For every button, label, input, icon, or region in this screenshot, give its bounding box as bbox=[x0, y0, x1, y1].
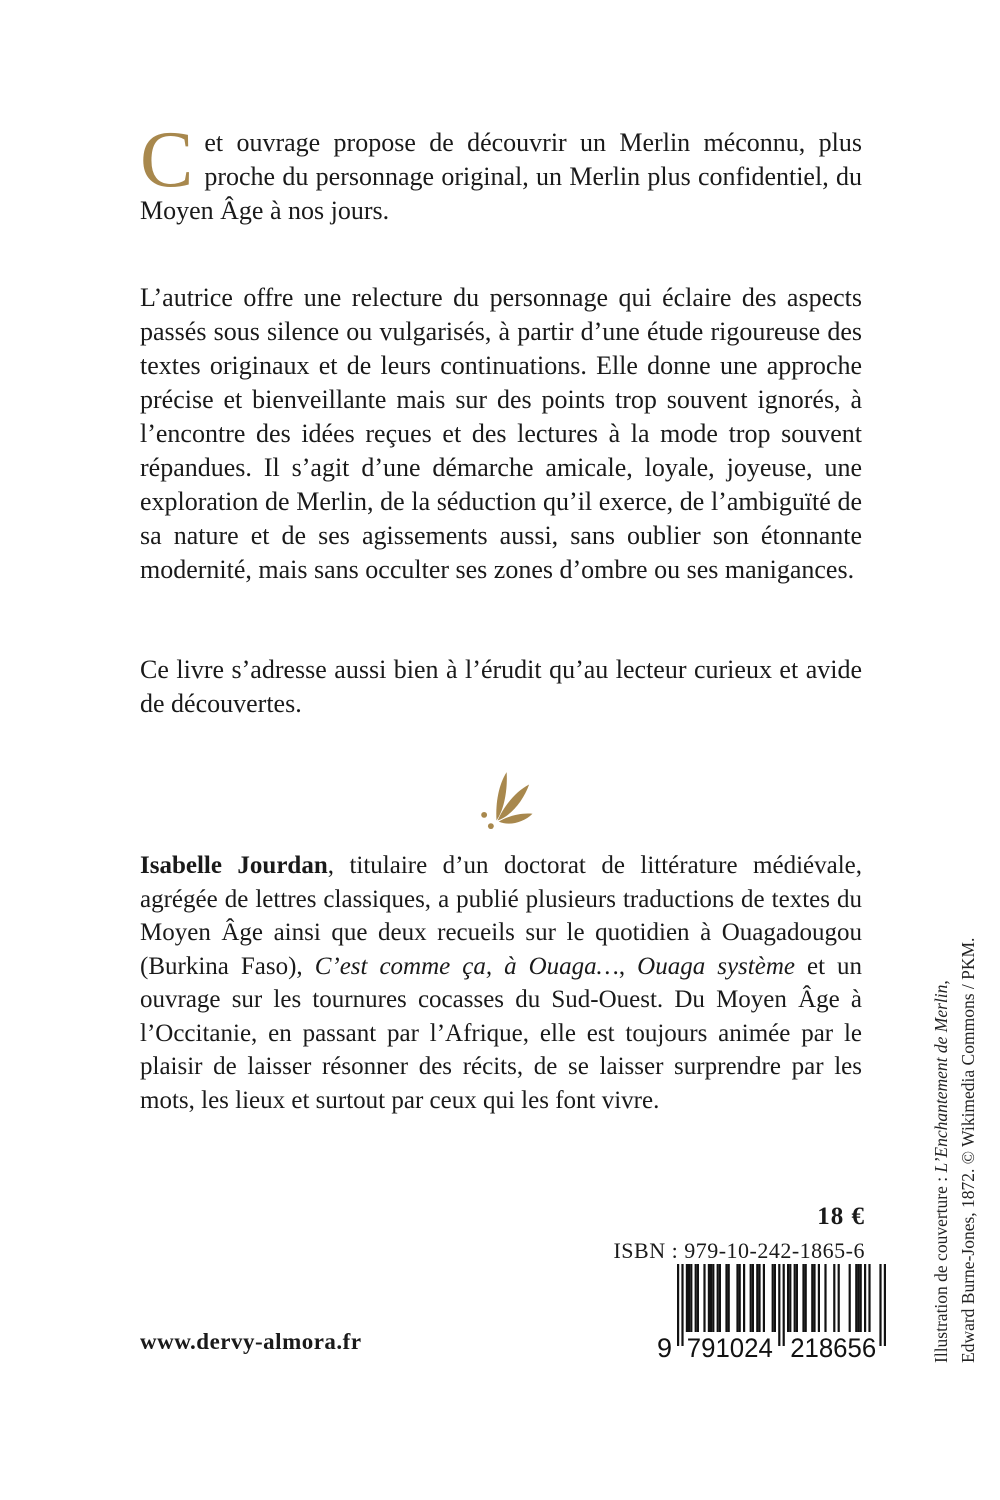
bio-text-2: et un ouvrage sur les tournures cocasses du Sud-Ouest. Du Moyen Âge à l’Occitanie, en passant par l’Afrique, elle est toujours animée par le plaisir de laisser résonner des récits, de se laisser surprendre par les mots, les lieux et surtout par ceux qui les font vivre. bbox=[140, 952, 863, 1114]
drop-cap: C bbox=[140, 116, 194, 204]
svg-text:218656: 218656 bbox=[790, 1333, 877, 1363]
leaf-sprig-icon bbox=[465, 762, 537, 834]
price: 18 € bbox=[817, 1203, 865, 1230]
synopsis-paragraph-2-text: L’autrice offre une relecture du personnage qui éclaire des aspects passés sous silence ou vulgarisés, à partir d’une étude rigoureuse des textes originaux et de leurs continuations. Elle donne une approche précise et bienveillante mais sur des points trop souvent ignorés, à l’encontre des idées reçues et des lectures à la mode trop souvent répandues. Il s’agit d’une démarche amicale, loyale, joyeuse, une exploration de Merlin, de la séduction qu’il exerce, de l’ambiguïté de sa nature et de ses agissements aussi, sans oublier son étonnante modernité, mais sans occulter ses zones d’ombre ou ses manigances. bbox=[140, 283, 862, 584]
ornament-divider bbox=[140, 762, 862, 839]
cover-credit-line-1 bbox=[928, 913, 955, 1363]
barcode bbox=[657, 1264, 889, 1369]
barcode-bars bbox=[657, 1264, 889, 1364]
isbn-text: ISBN : 979-10-242-1865-6 bbox=[613, 1238, 865, 1263]
credit-suffix: , bbox=[931, 980, 951, 985]
cover-credit bbox=[928, 913, 982, 1363]
price-isbn-block bbox=[140, 1203, 865, 1264]
svg-text:9: 9 bbox=[657, 1333, 672, 1363]
author-name: Isabelle Jourdan bbox=[140, 852, 328, 879]
bio-text-1: , titulaire d’un doctorat de littérature médiévale, agrégée de lettres classiques, a publié plusieurs traductions de textes du Moyen Âge ainsi que deux recueils sur le quotidien à Ouagadougou (Burkina Faso), bbox=[140, 852, 863, 980]
credit-artwork-title: L’Enchantement de Merlin bbox=[931, 984, 951, 1173]
book-title-2: Ouaga système bbox=[637, 952, 795, 980]
synopsis-paragraph-2 bbox=[140, 281, 862, 587]
cover-credit-line-2: Edward Burne-Jones, 1872. © Wikimedia Commons / PKM. bbox=[958, 937, 978, 1363]
book-title-1: C’est comme ça, à Ouaga… bbox=[314, 952, 619, 980]
synopsis-paragraph-3-text: Ce livre s’adresse aussi bien à l’érudit qu’au lecteur curieux et avide de découvertes. bbox=[140, 655, 862, 718]
bio-separator: , bbox=[618, 952, 638, 980]
svg-text:791024: 791024 bbox=[686, 1333, 773, 1363]
publisher-website: www.dervy-almora.fr bbox=[140, 1329, 362, 1354]
credit-prefix: Illustration de couverture : bbox=[931, 1172, 951, 1363]
synopsis-paragraph-1 bbox=[140, 116, 862, 228]
synopsis-paragraph-1-text: et ouvrage propose de découvrir un Merlin méconnu, plus proche du personnage original, un Merlin plus confidentiel, du Moyen Âge à nos jours. bbox=[140, 128, 862, 225]
synopsis-paragraph-3 bbox=[140, 653, 862, 721]
author-bio bbox=[140, 849, 862, 1117]
